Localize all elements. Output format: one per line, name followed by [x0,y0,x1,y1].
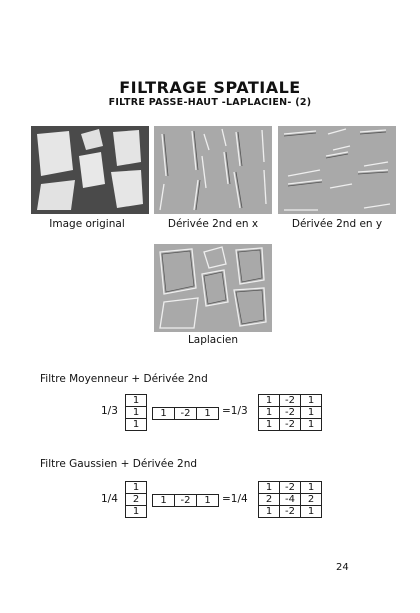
kernel-cell: 1 [126,407,147,419]
kernel-cell: 1 [126,395,147,407]
kernel-cell: 1 [259,407,280,419]
kernel-cell: 1 [301,395,322,407]
kernel-cell: 1 [126,482,147,494]
caption-laplacian: Laplacien [187,334,239,346]
kernel-cell: 1 [301,482,322,494]
gauss-equals: =1/4 [222,493,248,505]
kernel-cell: 1 [197,408,219,420]
second-derivative-x-image [154,126,272,214]
kernel-cell: 2 [126,494,147,506]
gauss-column-kernel [125,481,147,518]
mean-row-kernel [152,407,219,420]
gauss-filter-heading: Filtre Gaussien + Dérivée 2nd [40,458,198,470]
caption-dx: Dérivée 2nd en x [167,218,259,230]
mean-factor: 1/3 [101,405,118,417]
kernel-cell: 1 [259,419,280,431]
page-number: 24 [336,562,349,573]
kernel-cell: 1 [301,506,322,518]
gauss-factor: 1/4 [101,493,118,505]
kernel-cell: 2 [259,494,280,506]
kernel-cell: 2 [301,494,322,506]
kernel-cell: -2 [280,407,301,419]
kernel-cell: -2 [175,495,197,507]
caption-dy: Dérivée 2nd en y [291,218,383,230]
kernel-cell: 1 [197,495,219,507]
caption-original: Image original [49,218,125,230]
gauss-row-kernel [152,494,219,507]
kernel-cell: -4 [280,494,301,506]
mean-equals: =1/3 [222,405,248,417]
kernel-cell: -2 [280,506,301,518]
mean-result-kernel [258,394,322,431]
kernel-cell: 1 [153,495,175,507]
page-subtitle: FILTRE PASSE-HAUT -LAPLACIEN- (2) [108,97,312,108]
mean-filter-heading: Filtre Moyenneur + Dérivée 2nd [40,373,208,385]
kernel-cell: -2 [175,408,197,420]
kernel-cell: 1 [301,407,322,419]
kernel-cell: 1 [153,408,175,420]
kernel-cell: 1 [126,419,147,431]
gauss-result-kernel [258,481,322,518]
kernel-cell: -2 [280,482,301,494]
kernel-cell: 1 [259,482,280,494]
original-image [31,126,149,214]
kernel-cell: 1 [301,419,322,431]
kernel-cell: 1 [259,395,280,407]
mean-column-kernel [125,394,147,431]
kernel-cell: -2 [280,395,301,407]
laplacian-image [154,244,272,332]
kernel-cell: 1 [126,506,147,518]
kernel-cell: -2 [280,419,301,431]
second-derivative-y-image [278,126,396,214]
page-title: FILTRAGE SPATIALE [119,78,301,97]
kernel-cell: 1 [259,506,280,518]
